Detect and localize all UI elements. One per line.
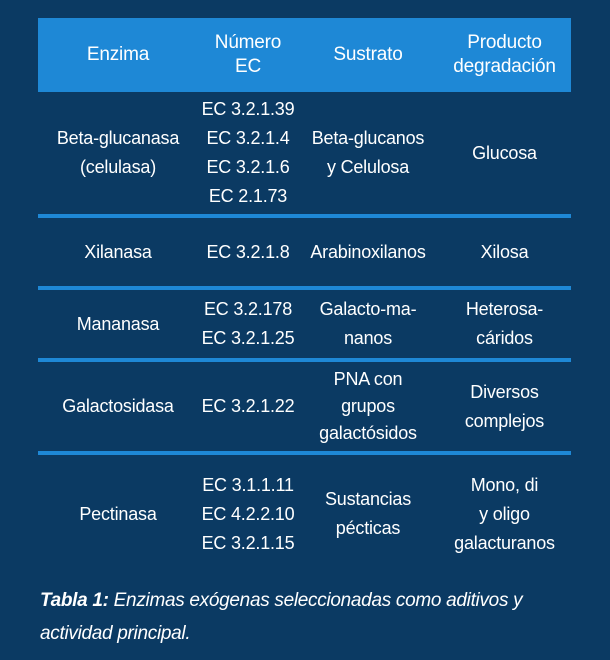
cell-text: Galactosidasa — [62, 396, 174, 416]
cell-text: cáridos — [476, 328, 533, 348]
table-row — [38, 92, 571, 216]
cell-enzima — [38, 216, 198, 288]
cell-ec — [198, 216, 298, 288]
cell-producto — [438, 92, 571, 216]
cell-text: Beta-glucanos — [311, 128, 425, 148]
cell-enzima — [38, 288, 198, 360]
table-caption — [40, 584, 580, 650]
table-row — [38, 360, 571, 453]
cell-text: EC 3.1.1.11 — [202, 474, 294, 495]
cell-ec — [198, 288, 298, 360]
cell-text: EC 3.2.1.6 — [206, 157, 290, 177]
cell-text: grupos — [341, 396, 395, 416]
cell-text: EC 4.2.2.10 — [201, 503, 295, 524]
table-row — [38, 453, 571, 573]
header-sustrato: Sustrato — [333, 44, 403, 65]
cell-sustrato — [298, 92, 438, 216]
table-body — [38, 92, 571, 573]
cell-text: EC 3.2.178 — [203, 299, 293, 319]
cell-sustrato — [298, 288, 438, 360]
cell-text: Pectinasa — [79, 503, 157, 524]
cell-text: PNA con — [333, 369, 403, 389]
header-producto-line1: Producto — [467, 32, 542, 53]
enzyme-table-container — [38, 18, 571, 573]
table-row — [38, 288, 571, 360]
cell-text: EC 3.2.1.22 — [201, 396, 295, 416]
cell-text: complejos — [464, 410, 545, 431]
cell-enzima — [38, 360, 198, 453]
cell-text: EC 3.2.1.39 — [201, 99, 295, 119]
cell-ec — [198, 92, 298, 216]
cell-text: Heterosa- — [465, 299, 544, 319]
header-producto — [438, 18, 571, 92]
cell-ec — [198, 453, 298, 573]
cell-enzima — [38, 92, 198, 216]
cell-text: (celulasa) — [79, 157, 157, 177]
cell-text: Glucosa — [472, 142, 537, 163]
cell-text: Galacto-ma- — [319, 299, 417, 319]
cell-sustrato — [298, 216, 438, 288]
cell-enzima — [38, 453, 198, 573]
cell-producto — [438, 360, 571, 453]
cell-text: nanos — [343, 328, 393, 348]
table-header — [38, 18, 571, 92]
cell-text: EC 3.2.1.25 — [201, 328, 295, 348]
caption-text: Enzimas exógenas seleccionadas como aditivos y actividad principal. — [40, 590, 523, 644]
caption-label: Tabla 1: — [40, 590, 109, 611]
cell-sustrato — [298, 360, 438, 453]
header-row — [38, 18, 571, 92]
cell-text: Mono, di — [470, 474, 539, 495]
cell-text: EC 3.2.1.15 — [201, 532, 295, 553]
header-producto-line2: degradación — [453, 56, 556, 77]
cell-text: Xilanasa — [84, 241, 152, 262]
cell-text: Xilosa — [480, 241, 529, 262]
cell-ec — [198, 360, 298, 453]
cell-text: Sustancias — [324, 489, 412, 509]
cell-text: y Celulosa — [326, 157, 410, 177]
table-row — [38, 216, 571, 288]
cell-text: Diversos — [470, 381, 539, 402]
header-enzima: Enzima — [86, 44, 150, 65]
cell-text: pécticas — [335, 518, 401, 538]
cell-text: y oligo — [479, 503, 530, 524]
cell-producto — [438, 216, 571, 288]
cell-text: EC 2.1.73 — [208, 186, 288, 206]
cell-sustrato — [298, 453, 438, 573]
cell-producto — [438, 453, 571, 573]
header-numero-ec: Número EC — [214, 32, 282, 77]
cell-text: Mananasa — [76, 313, 160, 334]
cell-text: galacturanos — [454, 532, 555, 553]
cell-producto — [438, 288, 571, 360]
cell-text: EC 3.2.1.4 — [206, 128, 290, 148]
cell-text: EC 3.2.1.8 — [206, 241, 290, 262]
enzyme-table — [38, 18, 571, 573]
cell-text: galactósidos — [319, 423, 417, 443]
cell-text: Beta-glucanasa — [56, 128, 180, 148]
cell-text: Arabinoxilanos — [310, 241, 426, 262]
